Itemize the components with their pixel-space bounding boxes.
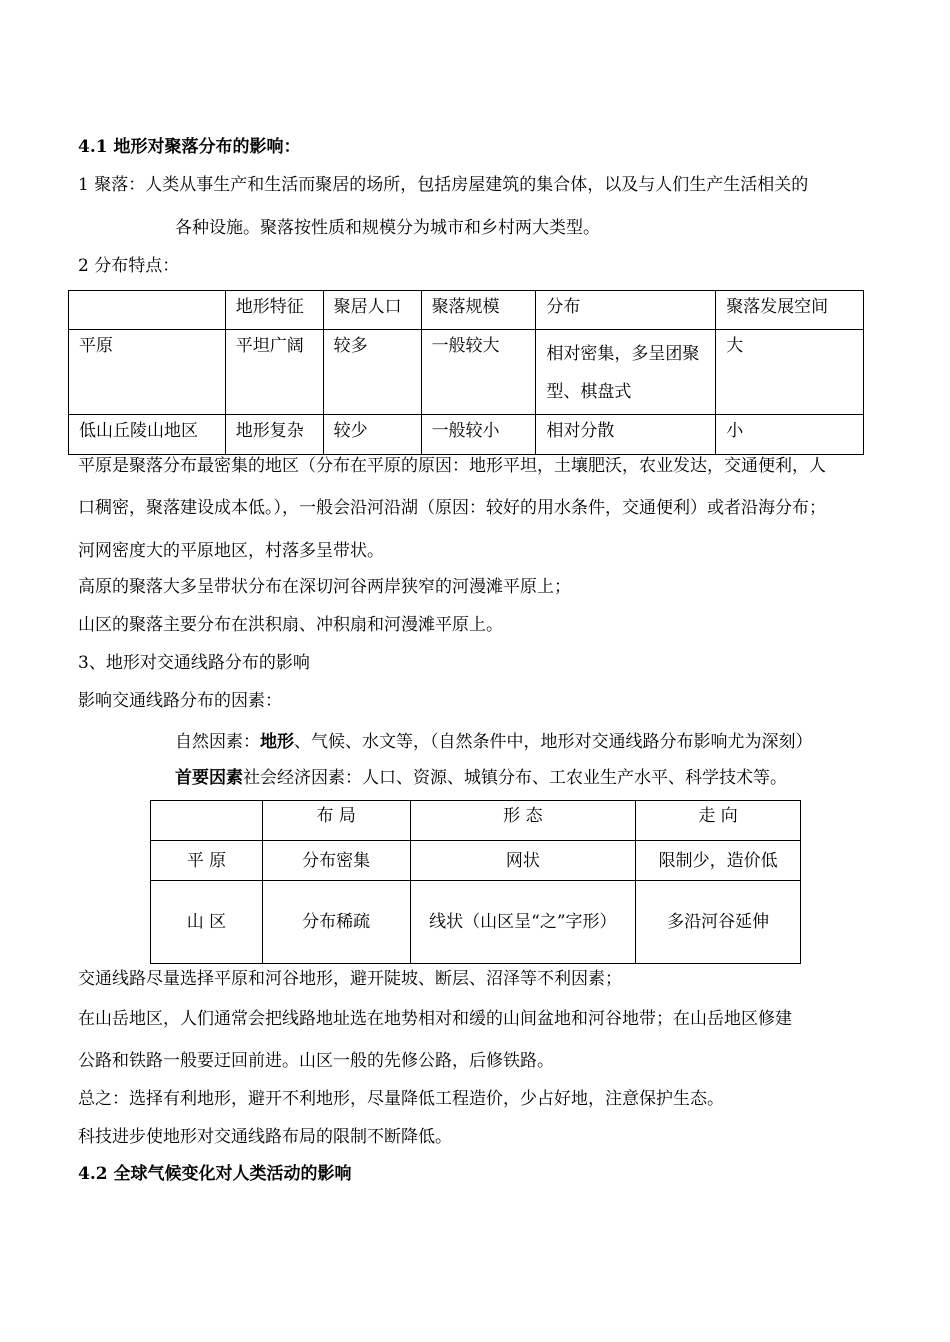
- table-row: [69, 330, 864, 415]
- section-heading-4-2: 4.2 全球气候变化对人类活动的影响: [78, 1164, 352, 1184]
- natural-prefix: 自然因素：: [175, 732, 260, 752]
- factors-title: 影响交通线路分布的因素：: [78, 691, 282, 711]
- paragraph-plain-line2: 口稠密，聚落建设成本低。），一般会沿河沿湖（原因：较好的用水条件，交通便利）或者沿海分布；: [78, 498, 826, 518]
- table-cell: 布 局: [262, 801, 410, 841]
- table-cell: 地形复杂: [225, 415, 323, 455]
- natural-factors-line: [175, 731, 813, 753]
- table-cell: 大: [716, 330, 864, 415]
- paragraph-summary: 总之：选择有利地形，避开不利地形，尽量降低工程造价，少占好地，注意保护生态。: [78, 1089, 724, 1109]
- section-heading-4-1: 4.1 地形对聚落分布的影响：: [78, 137, 301, 157]
- table-cell: 一般较大: [421, 330, 536, 415]
- table-cell: 分布: [536, 291, 716, 330]
- natural-rest: 、气候、水文等，（自然条件中，地形对交通线路分布影响尤为深刻）: [294, 732, 813, 752]
- table-cell: 平原: [69, 330, 226, 415]
- table-cell: 形 态: [410, 801, 636, 841]
- table-cell: 小: [716, 415, 864, 455]
- table-cell: 多沿河谷延伸: [636, 881, 801, 964]
- paragraph-tech: 科技进步使地形对交通线路布局的限制不断降低。: [78, 1127, 452, 1147]
- table-cell: 走 向: [636, 801, 801, 841]
- paragraph-mountain-route-line1: 在山岳地区，人们通常会把线路地址选在地势相对和缓的山间盆地和河谷地带；在山岳地区修建: [78, 1009, 792, 1029]
- primary-bold: 首要因素: [175, 768, 243, 788]
- table-cell: 网状: [410, 841, 636, 881]
- primary-rest: 社会经济因素：人口、资源、城镇分布、工农业生产水平、科学技术等。: [243, 768, 787, 788]
- paragraph-settlement-line2: 各种设施。聚落按性质和规模分为城市和乡村两大类型。: [175, 218, 600, 238]
- paragraph-route: 交通线路尽量选择平原和河谷地形，避开陡坡、断层、沼泽等不利因素；: [78, 969, 622, 989]
- transport-table: [150, 800, 801, 964]
- paragraph-plateau: 高原的聚落大多呈带状分布在深切河谷两岸狭窄的河漫滩平原上；: [78, 577, 571, 597]
- table-cell: 低山丘陵山地区: [69, 415, 226, 455]
- settlement-table: [68, 290, 864, 455]
- paragraph-mountain-route-line2: 公路和铁路一般要迂回前进。山区一般的先修公路，后修铁路。: [78, 1051, 554, 1071]
- paragraph-plain-line1: 平原是聚落分布最密集的地区（分布在平原的原因：地形平坦，土壤肥沃，农业发达，交通便利，人: [78, 456, 826, 476]
- table-header-row: [151, 801, 801, 841]
- table-row: [69, 415, 864, 455]
- table-cell: 地形特征: [225, 291, 323, 330]
- table-cell: 分布密集: [262, 841, 410, 881]
- primary-factors-line: [175, 767, 787, 789]
- table-cell: 一般较小: [421, 415, 536, 455]
- table-header-row: [69, 291, 864, 330]
- paragraph-mountain: 山区的聚落主要分布在洪积扇、冲积扇和河漫滩平原上。: [78, 615, 503, 635]
- paragraph-distribution-title: 2 分布特点：: [78, 256, 180, 276]
- table-cell: 分布稀疏: [262, 881, 410, 964]
- table-cell: 山 区: [151, 881, 263, 964]
- paragraph-settlement-line1: 1 聚落：人类从事生产和生活而聚居的场所，包括房屋建筑的集合体，以及与人们生产生活相关的: [78, 175, 809, 195]
- table-cell: 较多: [323, 330, 421, 415]
- table-cell: [151, 801, 263, 841]
- paragraph-plain-line3: 河网密度大的平原地区，村落多呈带状。: [78, 541, 384, 561]
- section-3-title: 3、地形对交通线路分布的影响: [78, 653, 310, 673]
- table-row: [151, 841, 801, 881]
- table-cell: 较少: [323, 415, 421, 455]
- table-row: [151, 881, 801, 964]
- table-cell: 平坦广阔: [225, 330, 323, 415]
- natural-bold: 地形: [260, 732, 294, 752]
- table-cell: 聚落规模: [421, 291, 536, 330]
- table-cell: 线状（山区呈“之”字形）: [410, 881, 636, 964]
- table-cell: 相对密集，多呈团聚型、棋盘式: [536, 330, 716, 415]
- table-cell: 相对分散: [536, 415, 716, 455]
- table-cell: 聚居人口: [323, 291, 421, 330]
- table-cell: 限制少，造价低: [636, 841, 801, 881]
- table-cell: 平 原: [151, 841, 263, 881]
- table-cell: 聚落发展空间: [716, 291, 864, 330]
- table-cell: [69, 291, 226, 330]
